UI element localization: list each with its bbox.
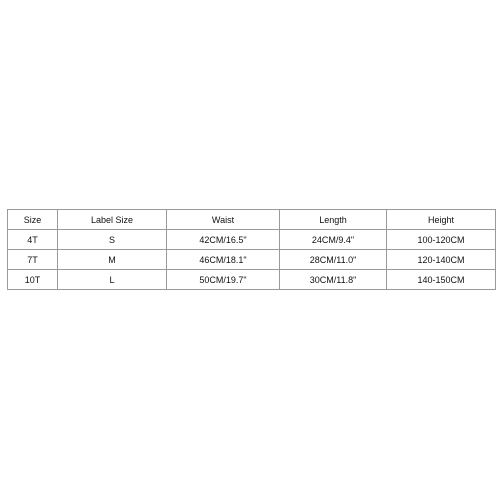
table-row (8, 230, 496, 250)
cell-length: 28CM/11.0" (280, 250, 387, 270)
header-height: Height (387, 210, 496, 230)
header-label-size: Label Size (58, 210, 167, 230)
cell-label-size: M (58, 250, 167, 270)
cell-size: 7T (8, 250, 58, 270)
cell-height: 100-120CM (387, 230, 496, 250)
cell-waist: 46CM/18.1" (167, 250, 280, 270)
header-length: Length (280, 210, 387, 230)
table-row (8, 270, 496, 290)
size-chart-table (7, 209, 496, 290)
header-size: Size (8, 210, 58, 230)
cell-size: 4T (8, 230, 58, 250)
cell-waist: 42CM/16.5" (167, 230, 280, 250)
cell-height: 120-140CM (387, 250, 496, 270)
table-header-row (8, 210, 496, 230)
cell-height: 140-150CM (387, 270, 496, 290)
cell-length: 24CM/9.4" (280, 230, 387, 250)
cell-waist: 50CM/19.7" (167, 270, 280, 290)
cell-label-size: S (58, 230, 167, 250)
cell-size: 10T (8, 270, 58, 290)
cell-label-size: L (58, 270, 167, 290)
cell-length: 30CM/11.8" (280, 270, 387, 290)
table-row (8, 250, 496, 270)
header-waist: Waist (167, 210, 280, 230)
